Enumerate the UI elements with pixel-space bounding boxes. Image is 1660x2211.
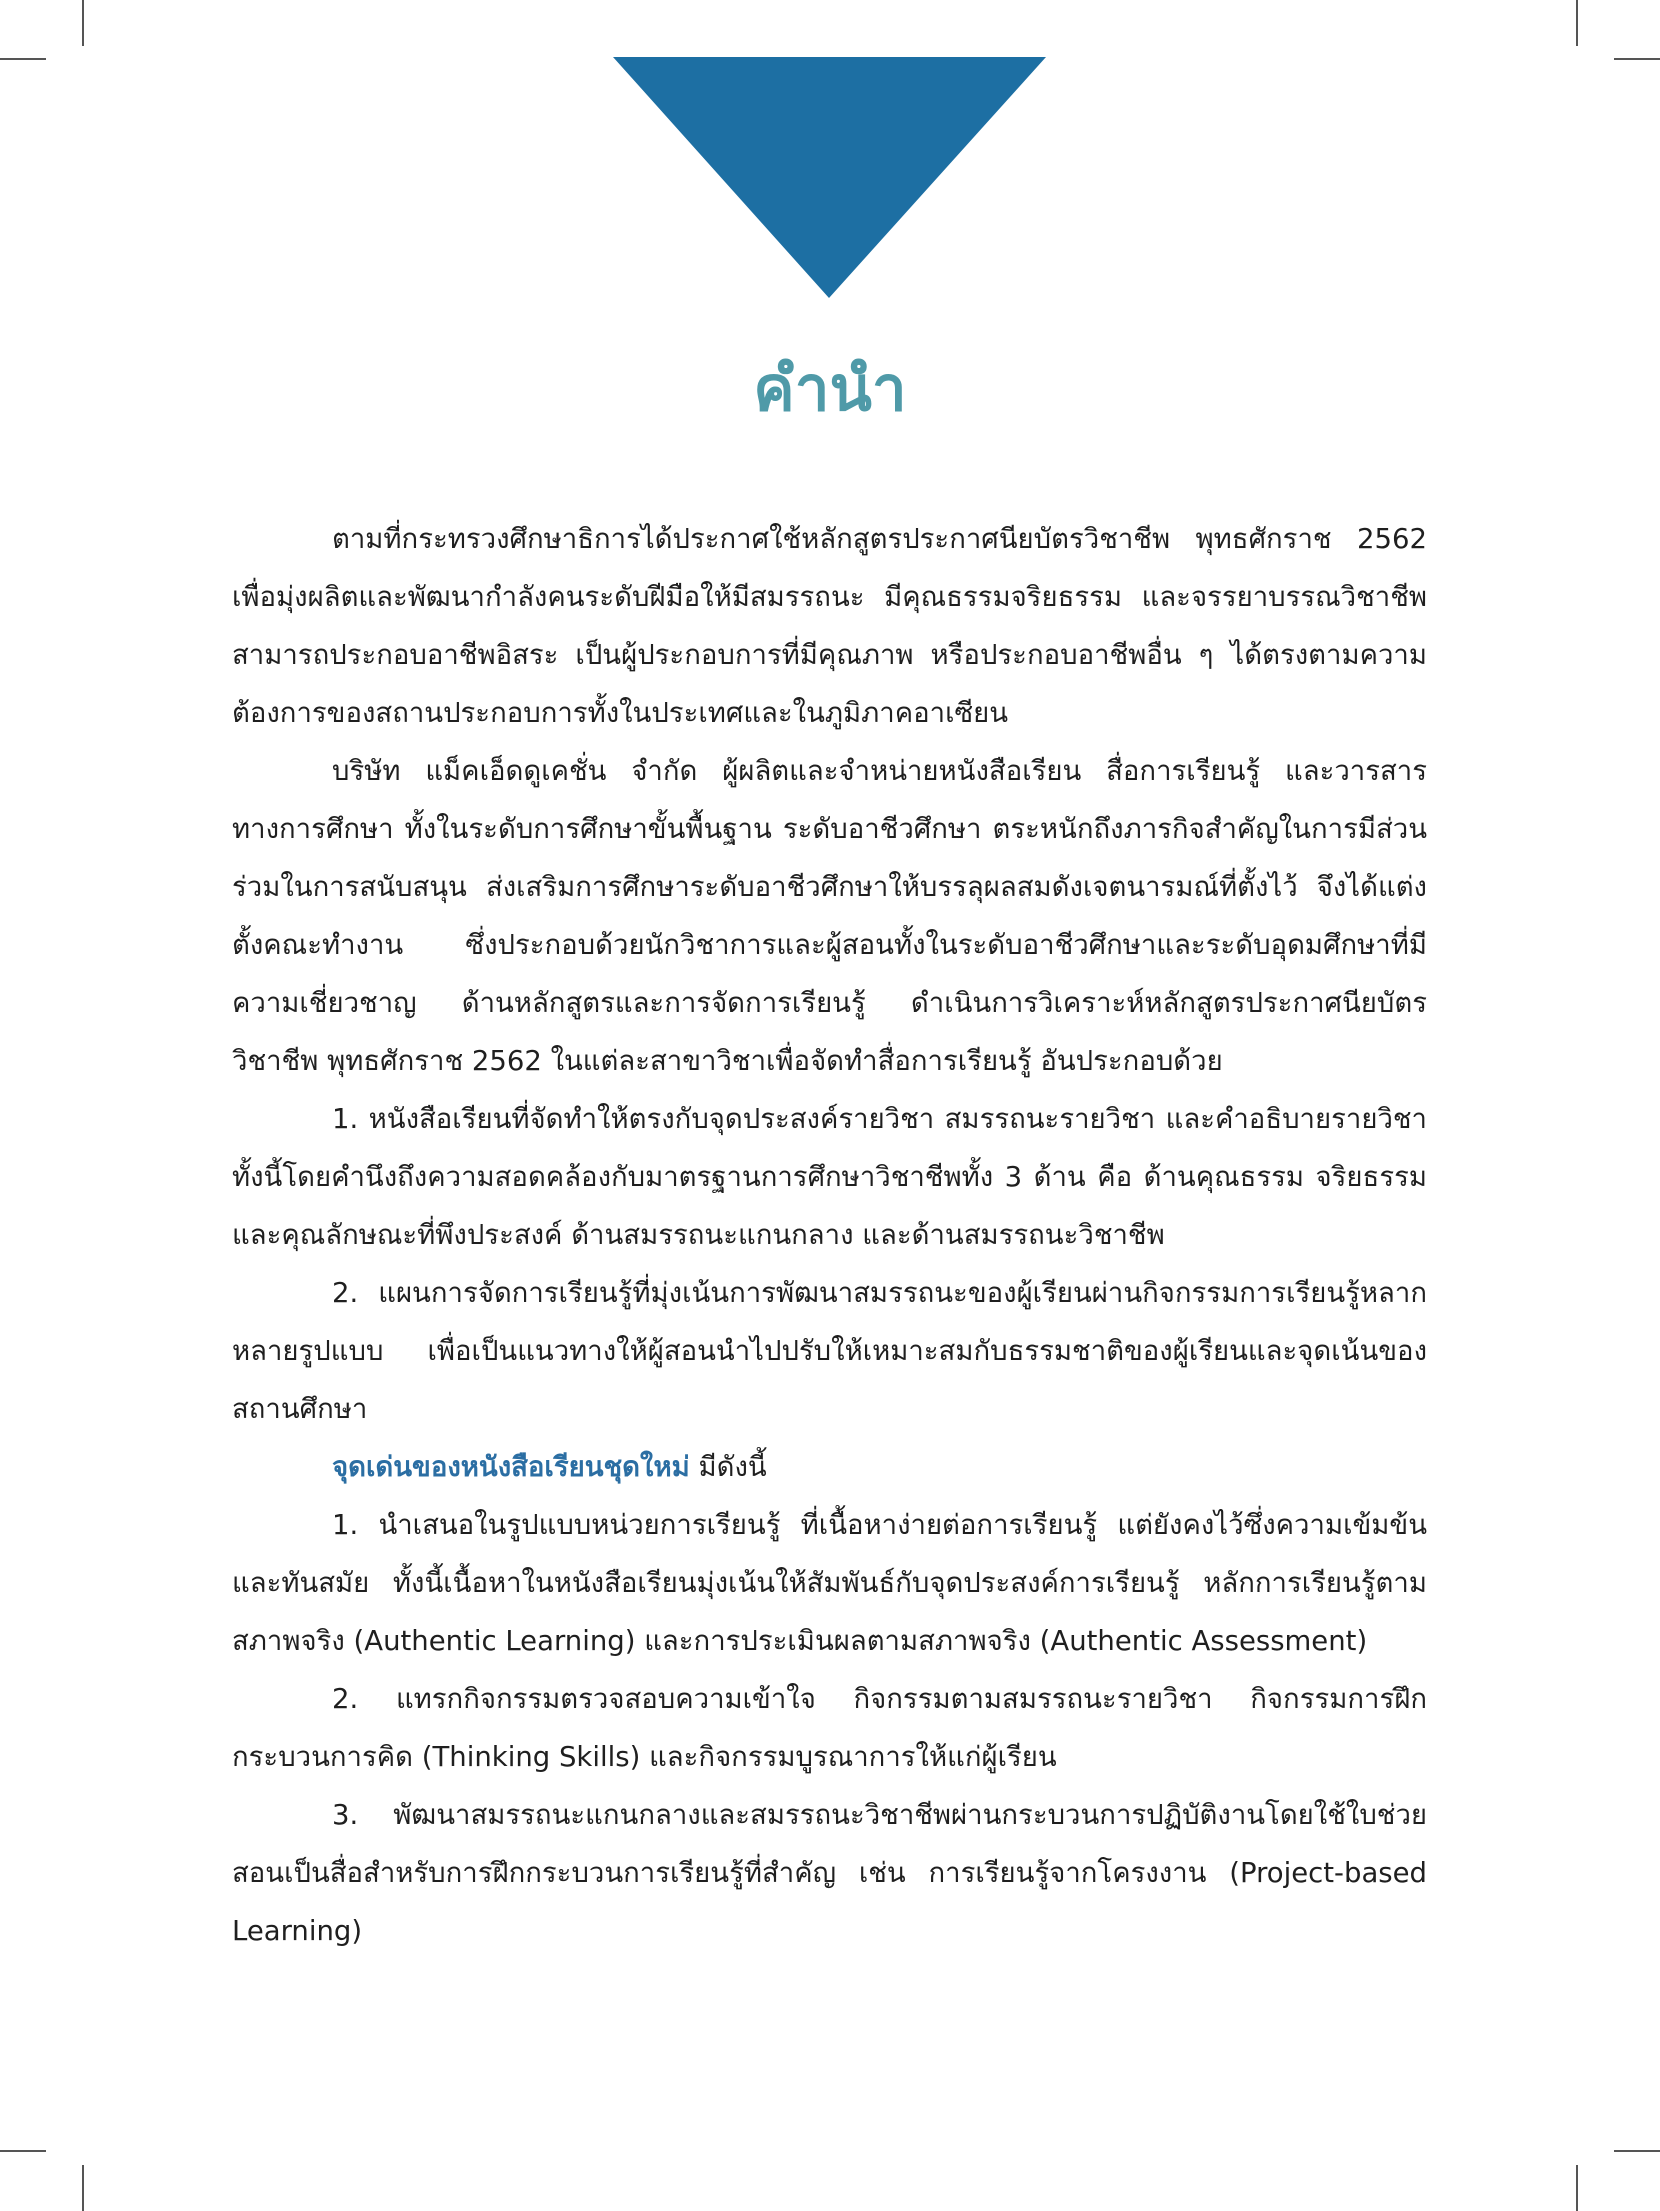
list-item: 1. หนังสือเรียนที่จัดทำให้ตรงกับจุดประสงค์รายวิชา สมรรถนะรายวิชา และคำอธิบายรายวิชา ทั้งนี้โดยคำนึงถึงความสอดคล้องกับมาตรฐานการศึกษาวิชาชีพทั้ง 3 ด้าน คือ ด้านคุณธรรม จริยธรรมและคุณลักษณะที่พึงประสงค์ ด้านสมรรถนะแกนกลาง และด้านสมรรถนะวิชาชีพ	[232, 1103, 1427, 1251]
list-item: 1. นำเสนอในรูปแบบหน่วยการเรียนรู้ ที่เนื้อหาง่ายต่อการเรียนรู้ แต่ยังคงไว้ซึ่งความเข้มข้นและทันสมัย ทั้งนี้เนื้อหาในหนังสือเรียนมุ่งเน้นให้สัมพันธ์กับจุดประสงค์การเรียนรู้ หลักการเรียนรู้ตามสภาพจริง (Authentic Learning) และการประเมินผลตามสภาพจริง (Authentic Assessment)	[232, 1509, 1427, 1657]
crop-mark	[1576, 2165, 1578, 2211]
crop-mark	[1576, 0, 1578, 46]
triangle-shape	[613, 57, 1046, 298]
highlights-heading: จุดเด่นของหนังสือเรียนชุดใหม่	[332, 1451, 690, 1483]
body-text	[232, 510, 1427, 1960]
page-title: คำนำ	[753, 352, 907, 425]
list-item: 2. แผนการจัดการเรียนรู้ที่มุ่งเน้นการพัฒนาสมรรถนะของผู้เรียนผ่านกิจกรรมการเรียนรู้หลากหลายรูปแบบ เพื่อเป็นแนวทางให้ผู้สอนนำไปปรับให้เหมาะสมกับธรรมชาติของผู้เรียนและจุดเน้นของสถานศึกษา	[232, 1277, 1427, 1425]
crop-mark	[0, 2150, 46, 2152]
list-item: 2. แทรกกิจกรรมตรวจสอบความเข้าใจ กิจกรรมตามสมรรถนะรายวิชา กิจกรรมการฝึกกระบวนการคิด (Thinking Skills) และกิจกรรมบูรณาการให้แก่ผู้เรียน	[232, 1683, 1427, 1773]
crop-mark	[1614, 58, 1660, 60]
paragraph: ตามที่กระทรวงศึกษาธิการได้ประกาศใช้หลักสูตรประกาศนียบัตรวิชาชีพ พุทธศักราช 2562 เพื่อมุ่งผลิตและพัฒนากำลังคนระดับฝีมือให้มีสมรรถนะ มีคุณธรรมจริยธรรม และจรรยาบรรณวิชาชีพ สามารถประกอบอาชีพอิสระ เป็นผู้ประกอบการที่มีคุณภาพ หรือประกอบอาชีพอื่น ๆ ได้ตรงตามความต้องการของสถานประกอบการทั้งในประเทศและในภูมิภาคอาเซียน	[232, 523, 1427, 729]
crop-mark	[1614, 2150, 1660, 2152]
list-item: 3. พัฒนาสมรรถนะแกนกลางและสมรรถนะวิชาชีพผ่านกระบวนการปฏิบัติงานโดยใช้ใบช่วยสอนเป็นสื่อสำหรับการฝึกกระบวนการเรียนรู้ที่สำคัญ เช่น การเรียนรู้จากโครงงาน (Project-based Learning)	[232, 1799, 1427, 1947]
decorative-triangle-icon	[613, 57, 1046, 298]
crop-mark	[0, 58, 46, 60]
crop-mark	[82, 2165, 84, 2211]
highlights-heading-suffix: มีดังนี้	[689, 1451, 767, 1483]
highlights-heading-line	[232, 1438, 1427, 1496]
paragraph: บริษัท แม็คเอ็ดดูเคชั่น จำกัด ผู้ผลิตและจำหน่ายหนังสือเรียน สื่อการเรียนรู้ และวารสารทางการศึกษา ทั้งในระดับการศึกษาขั้นพื้นฐาน ระดับอาชีวศึกษา ตระหนักถึงภารกิจสำคัญในการมีส่วนร่วมในการสนับสนุน ส่งเสริมการศึกษาระดับอาชีวศึกษาให้บรรลุผลสมดังเจตนารมณ์ที่ตั้งไว้ จึงได้แต่งตั้งคณะทำงาน ซึ่งประกอบด้วยนักวิชาการและผู้สอนทั้งในระดับอาชีวศึกษาและระดับอุดมศึกษาที่มีความเชี่ยวชาญ ด้านหลักสูตรและการจัดการเรียนรู้ ดำเนินการวิเคราะห์หลักสูตรประกาศนียบัตรวิชาชีพ พุทธศักราช 2562 ในแต่ละสาขาวิชาเพื่อจัดทำสื่อการเรียนรู้ อันประกอบด้วย	[232, 755, 1427, 1077]
crop-mark	[82, 0, 84, 46]
